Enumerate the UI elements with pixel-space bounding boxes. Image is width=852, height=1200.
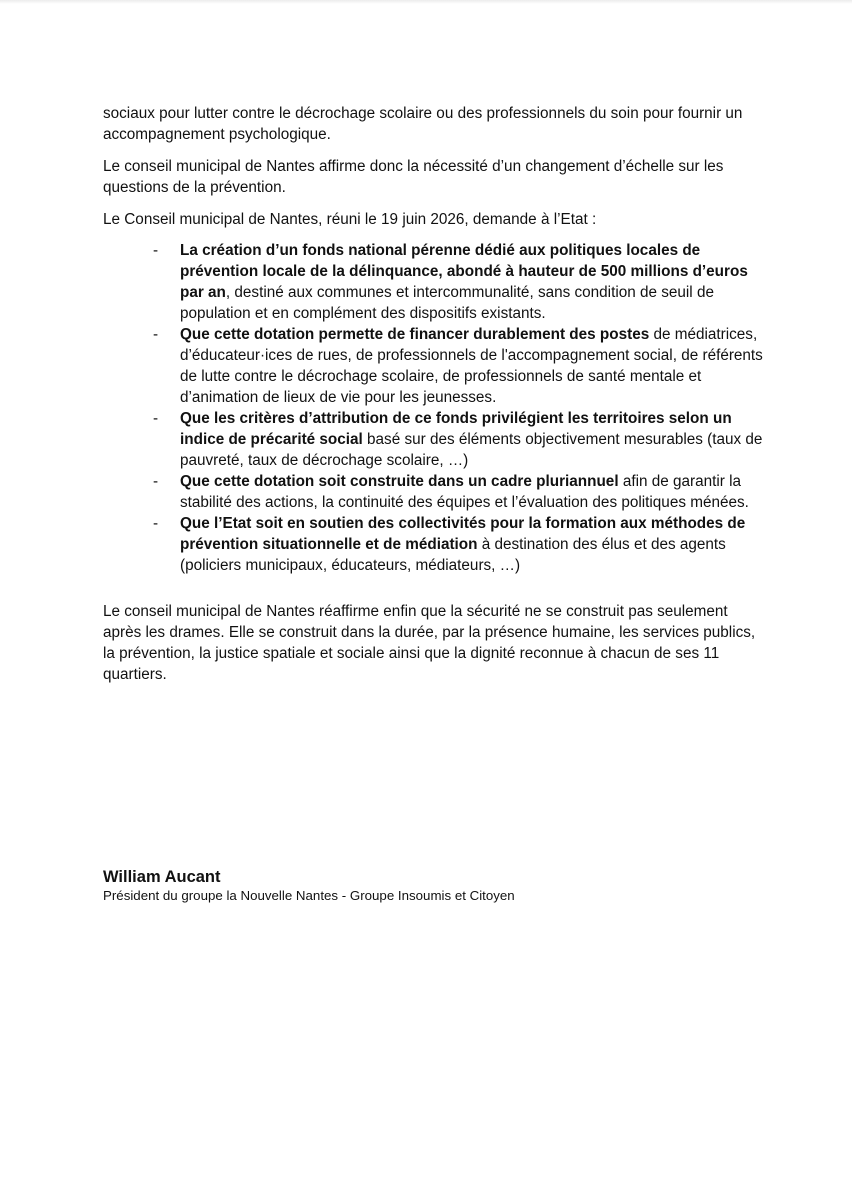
list-item-text: à destination des élus et des agents (policiers municipaux, éducateurs, médiateurs, …)	[180, 536, 726, 574]
signatory-name: William Aucant	[103, 868, 221, 886]
list-item-text: afin de garantir la stabilité des actions, la continuité des équipes et l’évaluation des politiques ménées.	[180, 473, 749, 511]
list-item	[103, 408, 763, 471]
list-dash: -	[153, 515, 159, 532]
list-item-bold: La création d’un fonds national pérenne dédié aux politiques locales de prévention locale de la délinquance, abondé à hauteur de 500 millions d’euros par an	[180, 242, 748, 301]
list-item	[103, 471, 763, 513]
list-item-bold: Que les critères d’attribution de ce fonds privilégient les territoires selon un indice de précarité social	[180, 410, 732, 448]
closing-paragraph: Le conseil municipal de Nantes réaffirme enfin que la sécurité ne se construit pas seulement après les drames. Elle se construit dans la durée, par la présence humaine, les services publics, la prévention, la justice spatiale et sociale ainsi que la dignité reconnue à chacun de ses 11 quartiers.	[103, 603, 756, 683]
demands-list	[103, 240, 763, 576]
paragraph-demand-intro: Le Conseil municipal de Nantes, réuni le 19 juin 2026, demande à l’Etat :	[103, 211, 597, 228]
list-item-bold: Que cette dotation permette de financer durablement des postes	[180, 326, 650, 343]
signature-block	[103, 867, 763, 905]
document-body	[103, 103, 763, 685]
list-item-bold: Que l’Etat soit en soutien des collectivités pour la formation aux méthodes de prévention situationnelle et de médiation	[180, 515, 746, 553]
list-item	[103, 513, 763, 576]
list-item-bold: Que cette dotation soit construite dans un cadre pluriannuel	[180, 473, 619, 490]
list-item-text: basé sur des éléments objectivement mesurables (taux de pauvreté, taux de décrochage scolaire, …)	[180, 431, 763, 469]
list-dash: -	[153, 473, 159, 490]
signatory-role: Président du groupe la Nouvelle Nantes - Groupe Insoumis et Citoyen	[103, 888, 515, 903]
paragraph-continuation: sociaux pour lutter contre le décrochage scolaire ou des professionnels du soin pour fournir un accompagnement psychologique.	[103, 105, 743, 143]
list-dash: -	[153, 326, 159, 343]
list-dash: -	[153, 242, 159, 259]
list-item-text: , destiné aux communes et intercommunalité, sans condition de seuil de population et en complément des dispositifs existants.	[180, 284, 714, 322]
paragraph-change-of-scale: Le conseil municipal de Nantes affirme donc la nécessité d’un changement d’échelle sur les questions de la prévention.	[103, 158, 724, 196]
page-top-edge	[0, 0, 852, 4]
list-dash: -	[153, 410, 159, 427]
list-item	[103, 240, 763, 324]
list-item-text: de médiatrices, d’éducateur·ices de rues, de professionnels de l'accompagnement social, de référents de lutte contre le décrochage scolaire, de professionnels de santé mentale et d’animation de lieux de vie pour les jeunesses.	[180, 326, 763, 406]
list-item	[103, 324, 763, 408]
